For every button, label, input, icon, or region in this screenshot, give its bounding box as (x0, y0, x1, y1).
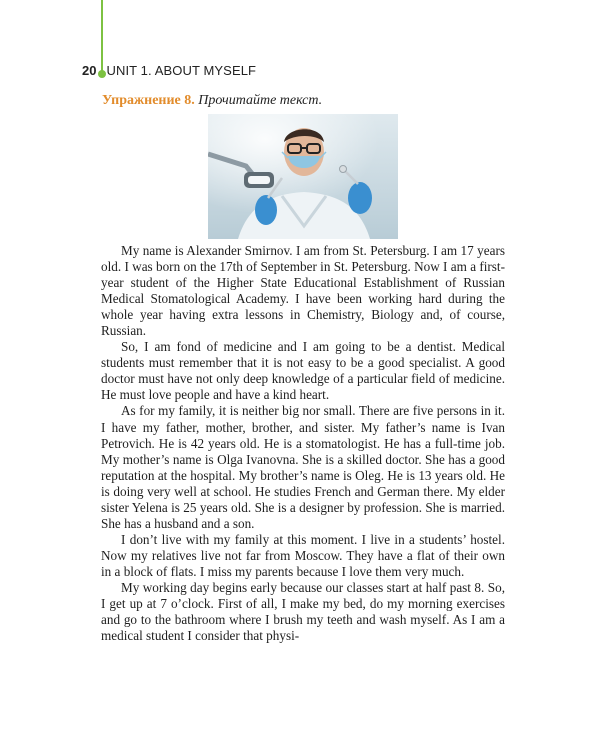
paragraph: My name is Alexander Smirnov. I am from St. Petersburg. I am 17 years old. I was born on the 17th of September in St. Petersburg. Now I am a first-year student of the Higher State Educational Establishment of Russian Medical Stomatological Academy. I have been working hard during the whole year having extra lessons in Chemistry, Biology and, of course, Russian. (101, 243, 505, 339)
exercise-heading (102, 93, 322, 109)
paragraph: I don’t live with my family at this moment. I live in a students’ hostel. Now my relatives live not far from Moscow. They have a flat of their own in a block of flats. I miss my parents because I love them very much. (101, 531, 505, 579)
paragraph: So, I am fond of medicine and I am going to be a dentist. Medical students must remember that it is not easy to be a good specialist. A good doctor must have not only deep knowledge of a particular field of medicine. He must love people and have a kind heart. (101, 339, 505, 403)
dentist-photo (208, 114, 398, 239)
exercise-instruction: Прочитайте текст. (198, 93, 323, 108)
page-number: 20 (82, 63, 97, 78)
paragraph: As for my family, it is neither big nor small. There are five persons in it. I have my father, mother, brother, and sister. My father’s name is Ivan Petrovich. He is 42 years old. He is a stomatologist. He has a full-time job. My mother’s name is Olga Ivanovna. She is a skilled doctor. She has a good reputation at the hospital. My brother’s name is Oleg. He is 13 years old. He is doing very well at school. He studies French and German there. My elder sister Yelena is 25 years old. She is a designer by profession. She is married. She has a husband and a son. (101, 403, 505, 531)
reading-text (101, 243, 505, 644)
unit-title: UNIT 1. ABOUT MYSELF (106, 63, 257, 78)
exercise-label: Упражнение 8. (102, 93, 195, 108)
paragraph: My working day begins early because our classes start at half past 8. So, I get up at 7 o’clock. First of all, I make my bed, do my morning exercises and go to the bathroom where I brush my teeth and wash myself. As I am a medical student I consider that physi- (101, 579, 505, 644)
page-header (82, 63, 256, 78)
